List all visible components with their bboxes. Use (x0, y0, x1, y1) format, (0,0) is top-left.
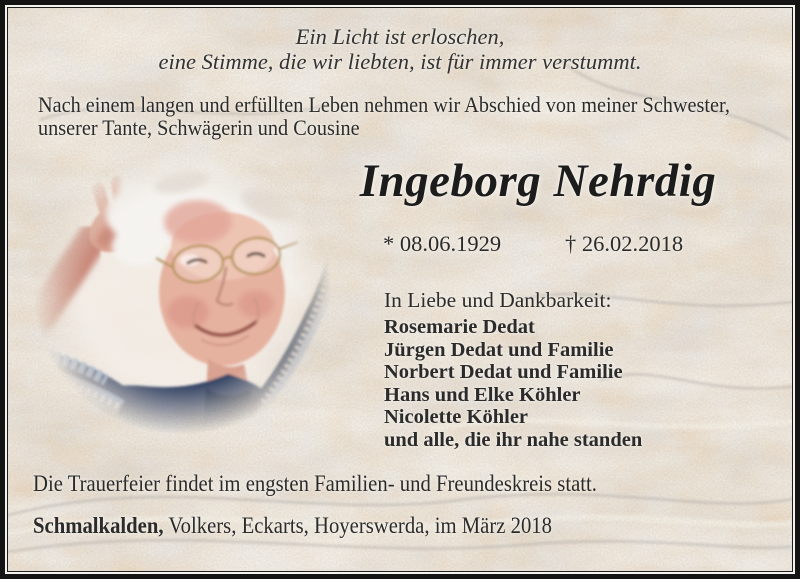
epigraph-line-2: eine Stimme, die wir liebten, ist für immer verstummt. (158, 48, 642, 74)
mourner-entry: Norbert Dedat und Familie (384, 361, 623, 384)
places-rest: Volkers, Eckarts, Hoyerswerda, im März 2018 (163, 513, 552, 538)
places-bold: Schmalkalden, (33, 513, 164, 538)
funeral-note: Die Trauerfeier findet im engsten Familien- und Freundeskreis statt. (33, 471, 597, 496)
mourner-entry: Nicolette Köhler (384, 406, 529, 429)
birth-date: * 08.06.1929 (383, 231, 502, 256)
deceased-name: Ingeborg Nehrdig (359, 155, 717, 207)
intro-line-2: unserer Tante, Schwägerin und Cousine (38, 114, 360, 140)
epigraph-line-1: Ein Licht ist erloschen, (295, 24, 505, 49)
places-line (33, 513, 610, 539)
epigraph (0, 25, 800, 74)
gratitude-heading: In Liebe und Dankbarkeit: (384, 288, 612, 312)
intro-line-1: Nach einem langen und erfüllten Leben nehmen wir Abschied von meiner Schwester, (38, 92, 730, 117)
mourner-entry: Jürgen Dedat und Familie (384, 338, 614, 361)
death-date: † 26.02.2018 (565, 231, 684, 256)
mourner-entry: Hans und Elke Köhler (384, 383, 581, 406)
introduction-text (38, 94, 778, 140)
mourner-entry: und alle, die ihr nahe standen (384, 428, 643, 451)
mourner-entry: Rosemarie Dedat (384, 316, 535, 338)
mourners-list (384, 316, 642, 452)
